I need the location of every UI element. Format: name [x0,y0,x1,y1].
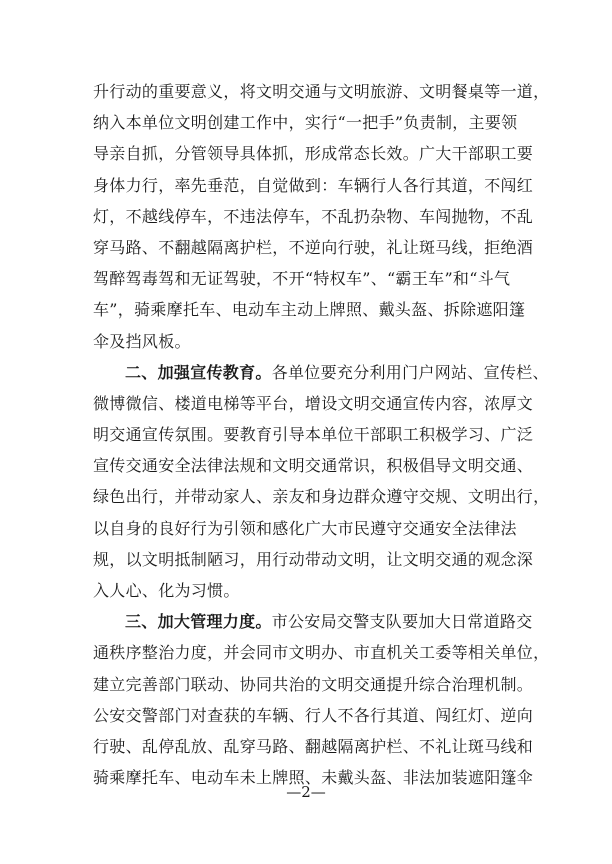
text-run: 市公安局交警支队要加大日常道路交 [271,612,533,632]
text-line: 伞及挡风板。 [93,331,191,351]
text-line: 以自身的良好行为引领和感化广大市民遵守交通安全法律法 [93,518,517,538]
text-line: 绿色出行，并带动家人、亲友和身边群众遵守交规、文明出行， [93,487,550,507]
text-line: 微博微信、楼道电梯等平台，增设文明交通宣传内容，浓厚文 [93,393,534,413]
text-line: 骑乘摩托车、电动车未上牌照、未戴头盔、非法加装遮阳篷伞 [93,768,534,788]
text-line: 明交通宣传氛围。要教育引导本单位干部职工积极学习、广泛 [93,425,534,445]
text-line: 身体力行，率先垂范，自觉做到：车辆行人各行其道，不闯红 [93,175,534,195]
text-line: 灯，不越线停车，不违法停车，不乱扔杂物、车闯抛物，不乱 [93,206,534,226]
page-number: —2— [286,783,326,801]
paragraph-first-line [93,606,533,637]
text-line: 导亲自抓，分管领导具体抓，形成常态长效。广大干部职工要 [93,144,534,164]
text-line: 行驶、乱停乱放、乱穿马路、翻越隔离护栏、不礼让斑马线和 [93,736,534,756]
text-line: 穿马路、不翻越隔离护栏，不逆向行驶，礼让斑马线，拒绝酒 [93,237,534,257]
paragraph-first-line [93,357,549,388]
text-line: 入人心、化为习惯。 [93,581,240,600]
paragraph-1 [93,76,550,357]
paragraph-3 [93,606,550,793]
text-line: 规，以文明抵制陋习，用行动带动文明，让文明交通的观念深 [93,549,534,569]
paragraph-2 [93,357,550,607]
text-line: 公安交警部门对查获的车辆、行人不各行其道、闯红灯、逆向 [93,705,534,725]
section-heading: 三、加大管理力度。 [125,612,272,632]
text-line: 纳入本单位文明创建工作中，实行“一把手”负责制，主要领 [93,113,518,133]
text-line: 车”，骑乘摩托车、电动车主动上牌照、戴头盔、拆除遮阳篷 [93,300,526,320]
text-run: 各单位要充分利用门户网站、宣传栏、 [271,362,549,382]
text-line: 建立完善部门联动、协同共治的文明交通提升综合治理机制。 [93,674,534,694]
text-line: 宣传交通安全法律法规和文明交通常识，积极倡导文明交通、 [93,456,534,476]
section-heading: 二、加强宣传教育。 [125,362,272,382]
text-line: 驾醉驾毒驾和无证驾驶，不开“特权车”、“霸王车”和“斗气 [93,269,511,289]
document-body [93,76,550,793]
text-line: 升行动的重要意义，将文明交通与文明旅游、文明餐桌等一道， [93,82,550,101]
text-line: 通秩序整治力度，并会同市文明办、市直机关工委等相关单位， [93,643,550,663]
